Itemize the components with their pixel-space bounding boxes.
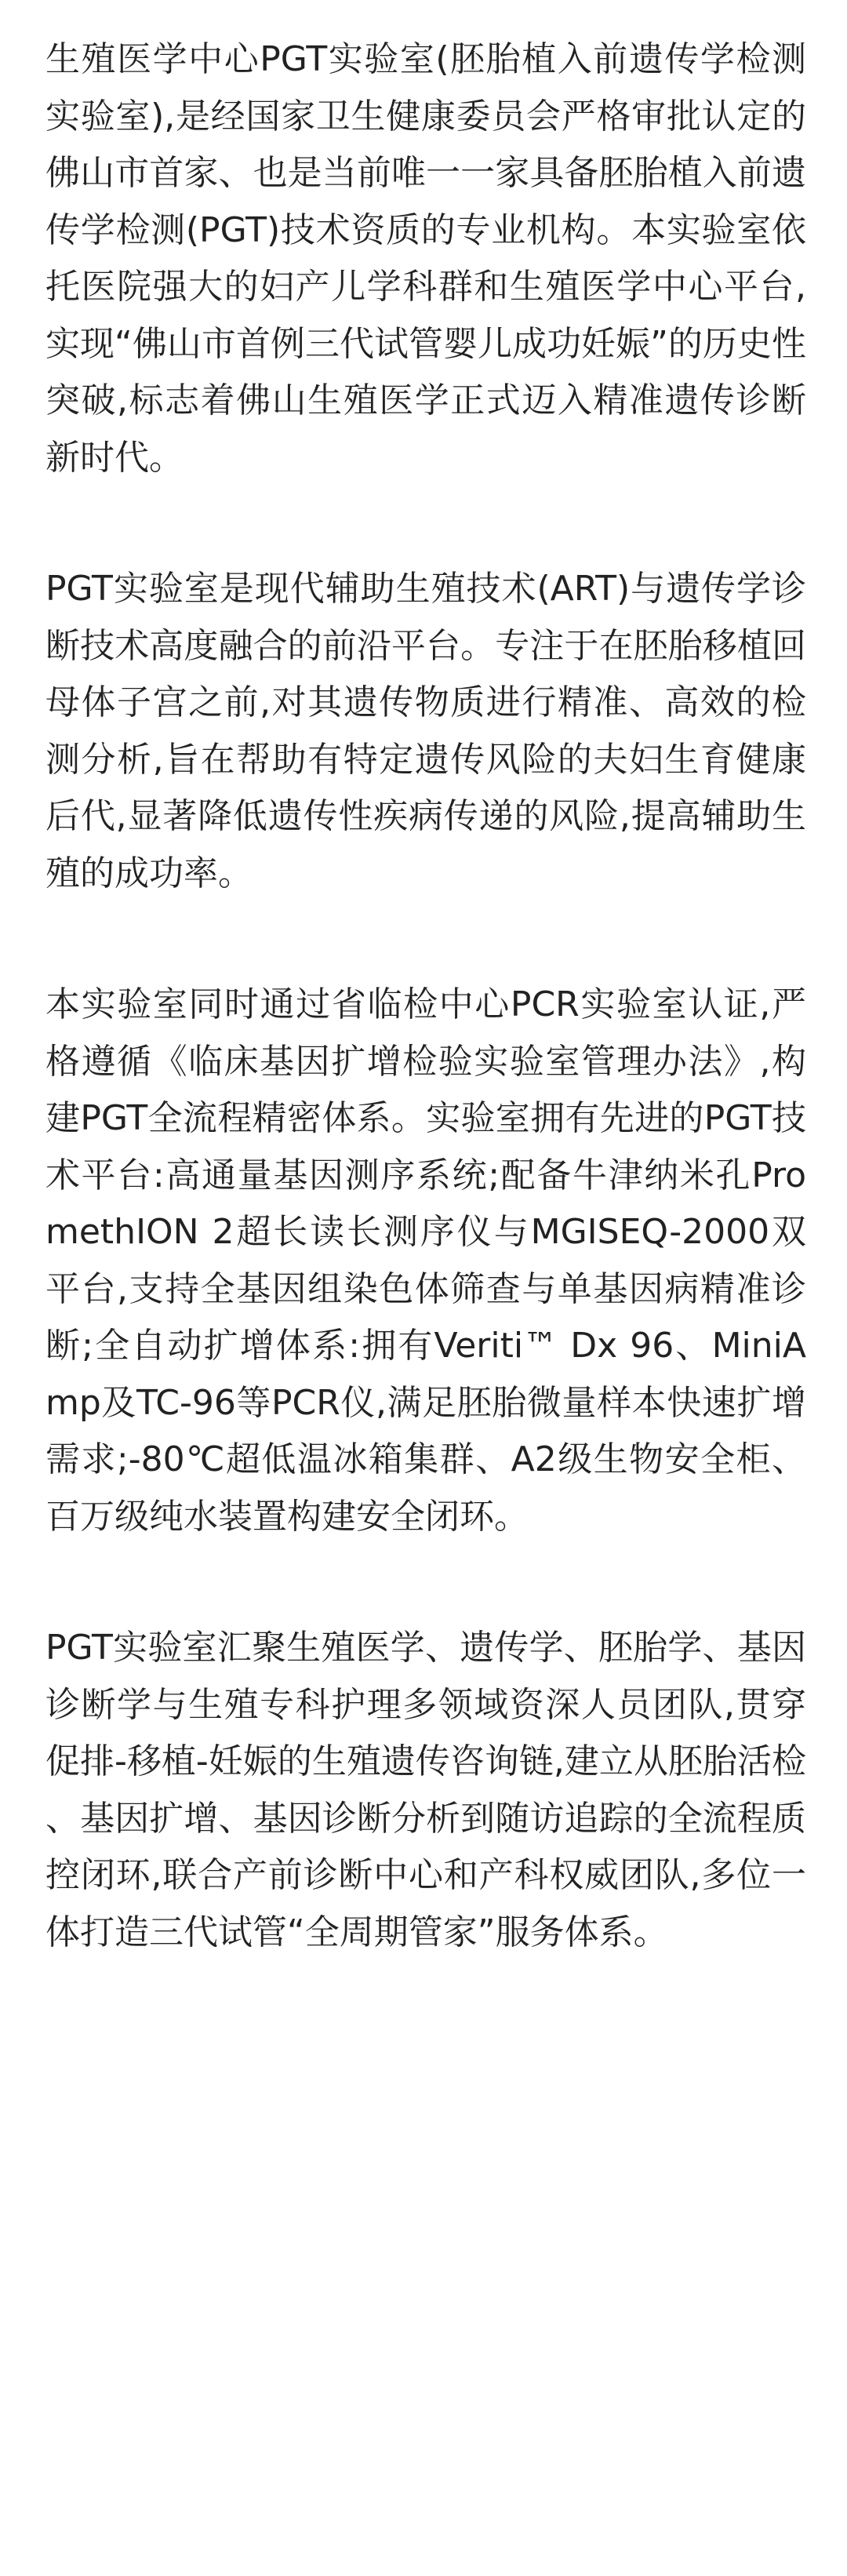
paragraph-lab-equipment: 本实验室同时通过省临检中心PCR实验室认证,严格遵循《临床基因扩增检验实验室管理办法》,构建PGT全流程精密体系。实验室拥有先进的PGT技术平台:高通量基因测序系统;配备牛津纳米孔PromethION 2超长读长测序仪与MGISEQ-2000双平台,支持全基因组染色体筛查与单基因病精准诊断;全自动扩增体系:拥有Veriti™ Dx 96、MiniAmp及TC-96等PCR仪,满足胚胎微量样本快速扩增需求;-80℃超低温冰箱集群、A2级生物安全柜、百万级纯水装置构建安全闭环。: [45, 984, 806, 1537]
article-body: [45, 31, 806, 1961]
paragraph-pgt-platform: PGT实验室是现代辅助生殖技术(ART)与遗传学诊断技术高度融合的前沿平台。专注于在胚胎移植回母体子宫之前,对其遗传物质进行精准、高效的检测分析,旨在帮助有特定遗传风险的夫妇生育健康后代,显著降低遗传性疾病传递的风险,提高辅助生殖的成功率。: [45, 569, 806, 893]
paragraph-lab-intro: 生殖医学中心PGT实验室(胚胎植入前遗传学检测实验室),是经国家卫生健康委员会严格审批认定的佛山市首家、也是当前唯一一家具备胚胎植入前遗传学检测(PGT)技术资质的专业机构。本实验室依托医院强大的妇产儿学科群和生殖医学中心平台,实现“佛山市首例三代试管婴儿成功妊娠”的历史性突破,标志着佛山生殖医学正式迈入精准遗传诊断新时代。: [45, 39, 806, 478]
paragraph-team-service: PGT实验室汇聚生殖医学、遗传学、胚胎学、基因诊断学与生殖专科护理多领域资深人员团队,贯穿促排-移植-妊娠的生殖遗传咨询链,建立从胚胎活检、基因扩增、基因诊断分析到随访追踪的全流程质控闭环,联合产前诊断中心和产科权威团队,多位一体打造三代试管“全周期管家”服务体系。: [45, 1628, 806, 1952]
